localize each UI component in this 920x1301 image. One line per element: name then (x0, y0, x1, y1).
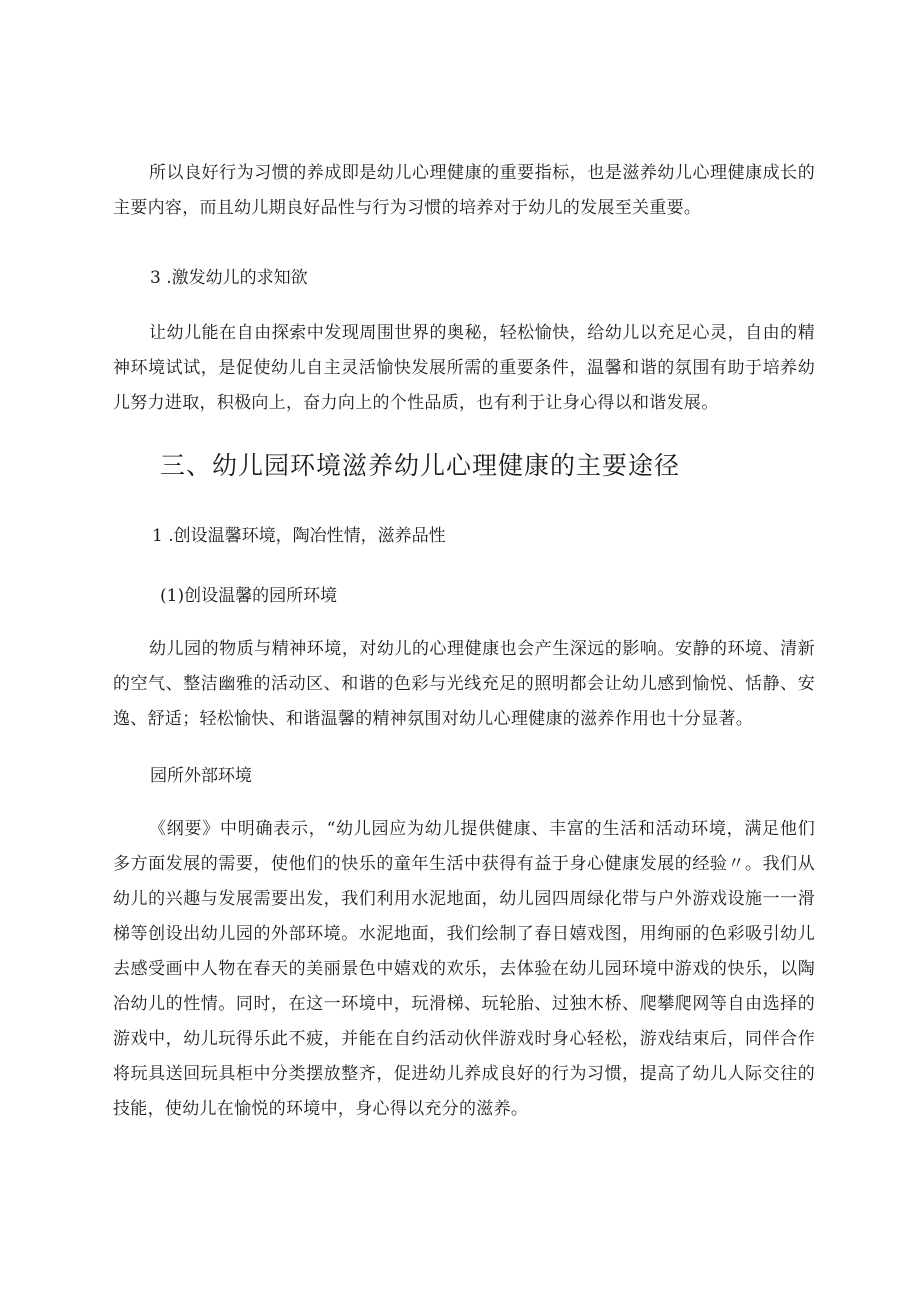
paragraph-guideline: 《纲要》中明确表示，“幼儿园应为幼儿提供健康、丰富的生活和活动环境，满足他们多方面发展的需要，使他们的快乐的童年生活中获得有益于身心健康发展的经验〃。我们从幼儿的兴趣与发展需要出发，我们利用水泥地面，幼儿园四周绿化带与户外游戏设施一一滑梯等创设出幼儿园的外部环境。水泥地面，我们绘制了春日嬉戏图，用绚丽的色彩吸引幼儿去感受画中人物在春天的美丽景色中嬉戏的欢乐，去体验在幼儿园环境中游戏的快乐，以陶冶幼儿的性情。同时，在这一环境中，玩滑梯、玩轮胎、过独木桥、爬攀爬网等自由选择的游戏中，幼儿玩得乐此不疲，并能在自约活动伙伴游戏时身心轻松，游戏结束后，同伴合作将玩具送回玩具柜中分类摆放整齐，促进幼儿养成良好的行为习惯，提高了幼儿人际交往的技能，使幼儿在愉悦的环境中，身心得以充分的滋养。 (113, 819, 815, 1119)
heading-warm-campus: (1)创设温馨的园所环境 (160, 586, 338, 606)
paragraph-material-spiritual: 幼儿园的物质与精神环境，对幼儿的心理健康也会产生深远的影响。安静的环境、清新的空气、整洁幽雅的活动区、和谐的色彩与光线充足的照明都会让幼儿感到愉悦、恬静、安逸、舒适；轻松愉快、和谐温馨的精神氛围对幼儿心理健康的滋养作用也十分显著。 (113, 639, 815, 729)
heading-stimulate-curiosity: 3 .激发幼儿的求知欲 (150, 268, 308, 288)
heading-warm-environment: 1 .创设温馨环境，陶冶性情，滋养品性 (152, 526, 446, 546)
paragraph-habits: 所以良好行为习惯的养成即是幼儿心理健康的重要指标，也是滋养幼儿心理健康成长的主要内容，而且幼儿期良好品性与行为习惯的培养对于幼儿的发展至关重要。 (113, 163, 815, 218)
paragraph-exploration: 让幼儿能在自由探索中发现周围世界的奥秘，轻松愉快，给幼儿以充足心灵，自由的精神环境试试，是促使幼儿自主灵活愉快发展所需的重要条件，温馨和谐的氛围有助于培养幼儿努力进取，积极向上，奋力向上的个性品质，也有利于让身心得以和谐发展。 (113, 323, 815, 413)
heading-outer-environment: 园所外部环境 (150, 766, 252, 786)
section-title: 三、幼儿园环境滋养幼儿心理健康的主要途径 (160, 451, 681, 480)
